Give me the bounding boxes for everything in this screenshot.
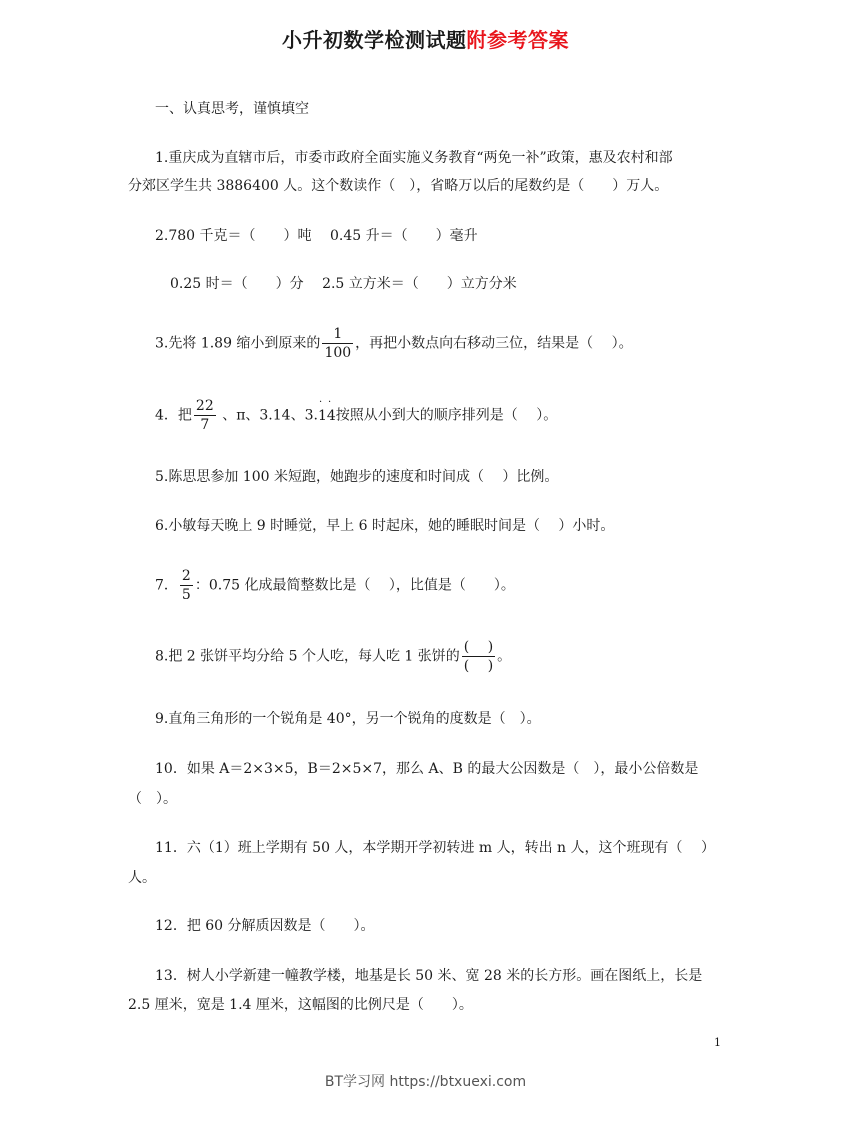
title-main: 小升初数学检测试题 [282,28,467,52]
repeat-dot: · [318,396,323,408]
question-11-line-2: 人。 [128,870,156,886]
question-6: 6.小敏每天晚上 9 时睡觉，早上 6 时起床，她的睡眠时间是（ ）小时。 [155,518,615,534]
page-title [0,24,851,53]
question-8-text-end: 。 [497,648,512,665]
fraction-numerator: 22 [195,398,214,414]
fraction-denominator: ( ) [463,658,494,674]
question-4-text: 4．把 [155,407,192,424]
question-12: 12．把 60 分解质因数是（ ）。 [155,918,375,934]
fraction-blank [462,638,495,675]
repeating-digits: 14 [317,407,336,424]
footer-site-link[interactable]: BT学习网 https://btxuexi.com [324,1074,527,1090]
fraction-2-5 [180,567,193,604]
title-highlight: 附参考答案 [466,28,569,52]
fraction-one-hundredth [322,325,353,362]
fraction-numerator: ( ) [463,639,494,655]
question-13-line-2: 2.5 厘米，宽是 1.4 厘米，这幅图的比例尺是（ ）。 [128,997,473,1013]
question-4-numbers: 、π、3.14、3. [217,407,318,424]
question-10-line-1: 10．如果 A＝2×3×5，B＝2×5×7，那么 A、B 的最大公因数是（ ），最小公倍数是 [155,761,699,777]
question-8-text: 8.把 2 张饼平均分给 5 个人吃，每人吃 1 张饼的 [155,648,460,665]
fraction-denominator: 5 [181,587,191,603]
question-3 [155,325,633,362]
question-8 [155,638,511,675]
question-2-line-1: 2.780 千克＝（ ）吨 0.45 升＝（ ）毫升 [155,228,478,244]
question-3-text-end: ，再把小数点向右移动三位，结果是（ ）。 [355,335,633,352]
question-13-line-1: 13．树人小学新建一幢教学楼，地基是长 50 米、宽 28 米的长方形。画在图纸上，长是 [155,968,703,984]
fraction-22-7 [194,397,216,434]
page-number: 1 [714,1036,721,1049]
repeat-dot: · [327,396,332,408]
question-7-number: 7． [155,577,178,594]
section-heading: 一、认真思考，谨慎填空 [155,101,309,117]
question-4 [155,397,557,434]
question-7-text: ：0.75 化成最简整数比是（ ），比值是（ ）。 [194,577,515,594]
question-11-line-1: 11．六（1）班上学期有 50 人，本学期开学初转进 m 人，转出 n 人，这个班现有（ ） [155,840,715,856]
question-3-text: 3.先将 1.89 缩小到原来的 [155,335,321,352]
question-7 [155,567,515,604]
fraction-numerator: 1 [333,326,343,342]
fraction-denominator: 7 [194,415,216,434]
fraction-denominator: 100 [324,345,352,361]
fraction-numerator: 2 [181,568,191,584]
question-1-line-2: 分郊区学生共 3886400 人。这个数读作（ ），省略万以后的尾数约是（ ）万人。 [128,178,669,194]
question-1-line-1: 1.重庆成为直辖市后，市委市政府全面实施义务教育“两免一补”政策，惠及农村和部 [155,150,673,166]
question-4-text-end: 按照从小到大的顺序排列是（ ）。 [335,407,558,424]
question-2-line-2: 0.25 时＝（ ）分 2.5 立方米＝（ ）立方分米 [170,276,517,292]
question-5: 5.陈思思参加 100 米短跑，她跑步的速度和时间成（ ）比例。 [155,469,559,485]
question-9: 9.直角三角形的一个锐角是 40°，另一个锐角的度数是（ ）。 [155,711,541,727]
repeating-decimal [317,396,336,426]
question-10-line-2: （ ）。 [128,791,177,807]
